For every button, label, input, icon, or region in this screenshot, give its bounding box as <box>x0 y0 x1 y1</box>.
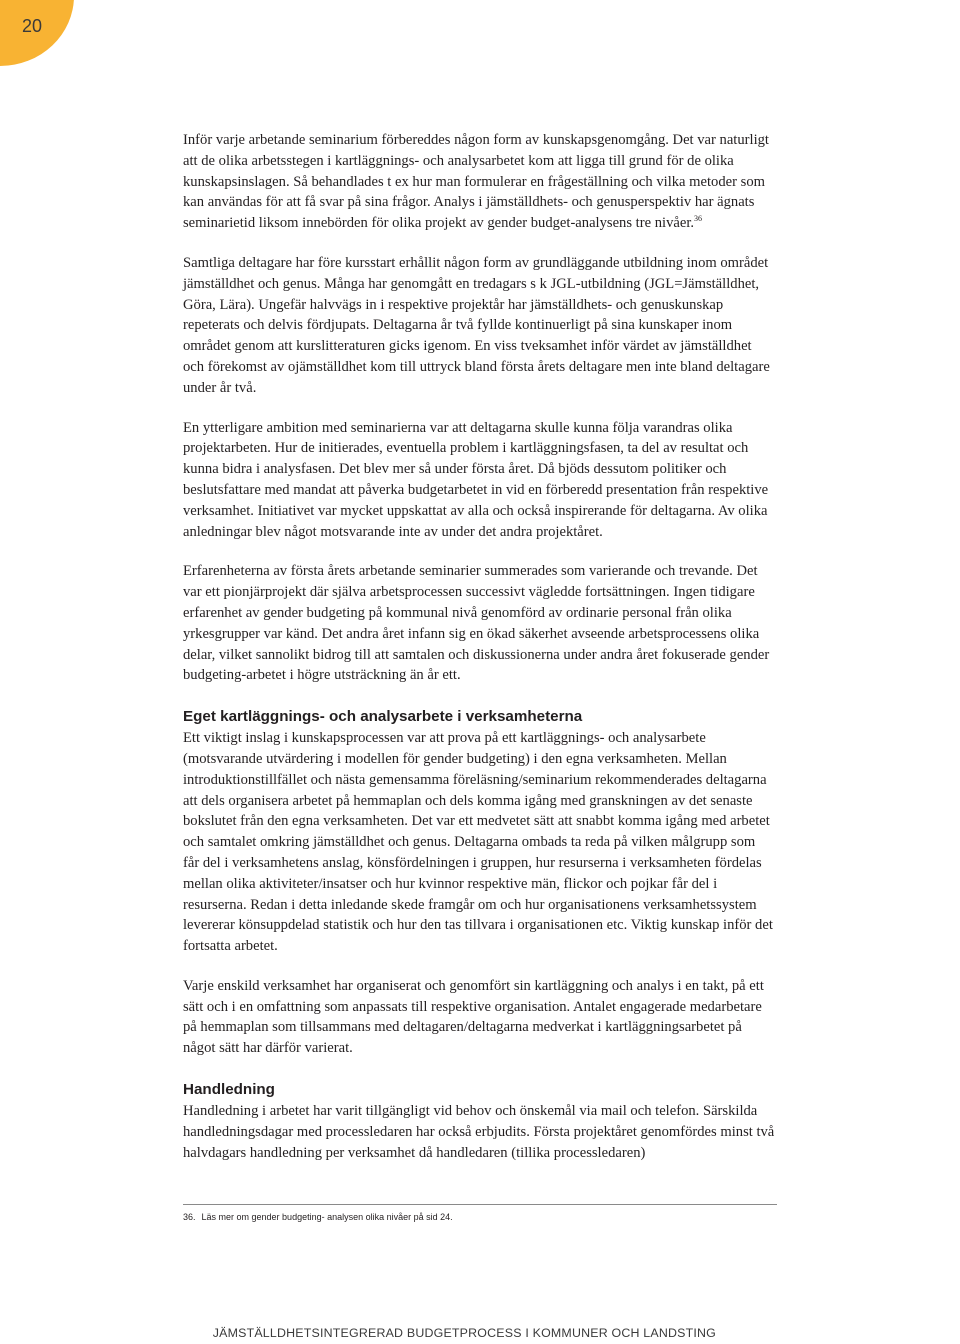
paragraph: Varje enskild verksamhet har organiserat och genomfört sin kartläggning och analys i en takt, på ett sätt och i en omfattning som anpassats till respektive organisation. Antalet engagerade medarbetare på hemmaplan som tillsammans med deltagaren/deltagarna medverkat i kartläggningsarbetet på något sätt har därför varierat. <box>183 977 764 1057</box>
footnote-text: Läs mer om gender budgeting- analysen olika nivåer på sid 24. <box>201 1212 453 1222</box>
section-heading: Eget kartläggnings- och analysarbete i verksamheterna <box>183 708 583 726</box>
main-text <box>183 130 775 1163</box>
paragraph <box>183 130 775 234</box>
page-number: 20 <box>22 16 43 36</box>
section-heading: Handledning <box>183 1081 275 1099</box>
paragraph: En ytterligare ambition med seminarierna var att deltagarna skulle kunna följa varandras olika projektarbeten. Hur de initierades, eventuella problem i kartläggningsfasen, ta del av resultat och kunna bidra i analysfasen. Det blev mer så under första året. Då bjöds dessutom politiker och beslutsfattare med mandat att påverka budgetarbetet in vid en förberedd presentation från respektive verksamhet. Initiativet var mycket uppskattat av alla och också inspirerande för deltagarna. Av olika anledningar blev något motsvarande inte av under det andra projektåret. <box>183 419 769 540</box>
paragraph: Samtliga deltagare har före kursstart erhållit någon form av grundläggande utbildning inom området jämställdhet och genus. Många har genomgått en tredagars s k JGL-utbildning (JGL=Jämställdhet, Göra, Lära). Ungefär halvvägs in i respektive projektår har jämställdhets- och genuskunskap repeterats och delvis fördjupats. Deltagarna år två fyllde kontinuerligt på sina kunskaper inom området genom att kurslitteraturen gicks igenom. En viss tveksamhet inför värdet av jämställdhet och förekomst av ojämställdhet kom till uttryck bland första årets deltagare men inte bland deltagare under år två. <box>183 254 770 396</box>
footnote <box>183 1212 453 1222</box>
running-footer: JÄMSTÄLLDHETSINTEGRERAD BUDGETPROCESS I KOMMUNER OCH LANDSTING <box>212 1326 716 1340</box>
paragraph-text: Inför varje arbetande seminarium förbereddes någon form av kunskapsgenomgång. Det var naturligt att de olika arbetsstegen i kartläggnings- och analysarbetet kom att ligga till grund för de olika kunskapsinslagen. Så behandlades t ex hur man formulerar en frågeställning och vilka metoder som kan användas för att få svar på sina frågor. Analys i jämställdhets- och genusperspektiv har ägnats seminarietid liksom innebörden för olika projekt av gender budget-analysens tre nivåer. <box>183 132 769 232</box>
footnote-divider <box>183 1204 777 1205</box>
footnote-reference: 36 <box>694 214 703 224</box>
paragraph: Ett viktigt inslag i kunskapsprocessen var att prova på ett kartläggnings- och analysarbete (motsvarande utvärdering i modellen för gender budgeting) i den egna verksamheten. Mellan introduktionstillfället och nästa gemensamma föreläsning/seminarium rekommenderades deltagarna att dels organisera arbetet på hemmaplan och dels komma igång med granskningen av det senaste bokslutet från den egna verksamheten. Det var ett medvetet sätt att snabbt komma igång med arbetet och samtalet omkring jämställdhet och genus. Deltagarna ombads ta reda på vilken målgrupp som får del i verksamhetens anslag, könsfördelningen i gruppen, hur resurserna i verksamheten fördelas mellan olika aktiviteter/insatser och hur kvinnor respektive män, flickor och pojkar får del i resurserna. Redan i detta inledande skede framgår om och hur organisationens verksamhetssystem levererar könsuppdelad statistik och hur den tas tillvara i organisationen etc. Viktig kunskap inför det fortsatta arbetet. <box>183 730 773 955</box>
footnote-number: 36. <box>183 1212 196 1222</box>
paragraph: Handledning i arbetet har varit tillgängligt vid behov och önskemål via mail och telefon. Särskilda handledningsdagar med processledaren har också erbjudits. Första projektåret genomfördes minst två halvdagars handledning per verksamhet då handledaren (tillika processledaren) <box>183 1103 775 1161</box>
paragraph: Erfarenheterna av första årets arbetande seminarier summerades som varierande och trevande. Det var ett pionjärprojekt där själva arbetsprocessen successivt vägledde fortsättningen. Ingen tidigare erfarenhet av gender budgeting på kommunal nivå genomförd av ordinarie personal från olika yrkesgrupper var känd. Det andra året infann sig en ökad säkerhet avseende arbetsprocessens olika delar, vilket sannolikt bidrog till att samtalen och diskussionerna under andra året fokuserade gender budgeting-arbetet i högre utsträckning än år ett. <box>183 563 770 684</box>
